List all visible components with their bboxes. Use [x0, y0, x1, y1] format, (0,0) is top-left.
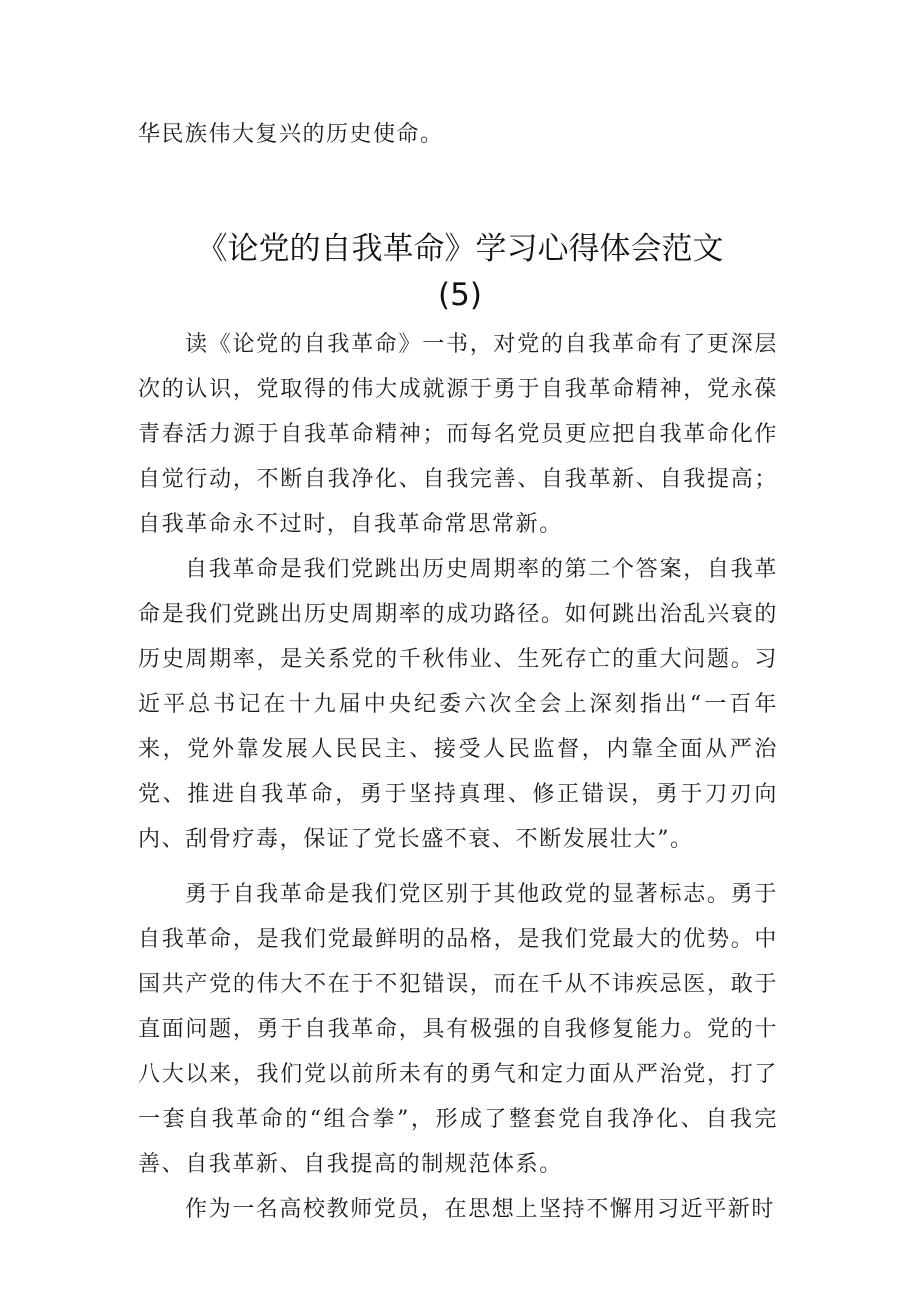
paragraph-2: 自我革命是我们党跳出历史周期率的第二个答案，自我革命是我们党跳出历史周期率的成功路径。如何跳出治乱兴衰的历史周期率，是关系党的千秋伟业、生死存亡的重大问题。习近平总书记在十九届中央纪委六次全会上深刻指出“一百年来，党外靠发展人民民主、接受人民监督，内靠全面从严治党、推进自我革命，勇于坚持真理、修正错误，勇于刀刃向内、刮骨疗毒，保证了党长盛不衰、不断发展壮大”。 [138, 557, 778, 852]
title-line-1: 《论党的自我革命》学习心得体会范文 [196, 231, 724, 267]
document-body [138, 322, 778, 1232]
paragraph-4: 作为一名高校教师党员，在思想上坚持不懈用习近平新时 [185, 1197, 776, 1222]
paragraph-1: 读《论党的自我革命》一书，对党的自我革命有了更深层次的认识，党取得的伟大成就源于勇于自我革命精神，党永葆青春活力源于自我革命精神；而每名党员更应把自我革命化作自觉行动，不断自我净化、自我完善、自我革新、自我提高；自我革命永不过时，自我革命常思常新。 [138, 332, 778, 537]
carryover-text-line: 华民族伟大复兴的历史使命。 [138, 122, 444, 147]
document-title [0, 226, 920, 318]
paragraph-3: 勇于自我革命是我们党区别于其他政党的显著标志。勇于自我革命，是我们党最鲜明的品格，是我们党最大的优势。中国共产党的伟大不在于不犯错误，而在千从不讳疾忌医，敢于直面问题，勇于自我革命，具有极强的自我修复能力。党的十八大以来，我们党以前所未有的勇气和定力面从严治党，打了一套自我革命的“组合拳”，形成了整套党自我净化、自我完善、自我革新、自我提高的制规范体系。 [138, 882, 778, 1177]
title-line-2: (5) [438, 277, 482, 313]
